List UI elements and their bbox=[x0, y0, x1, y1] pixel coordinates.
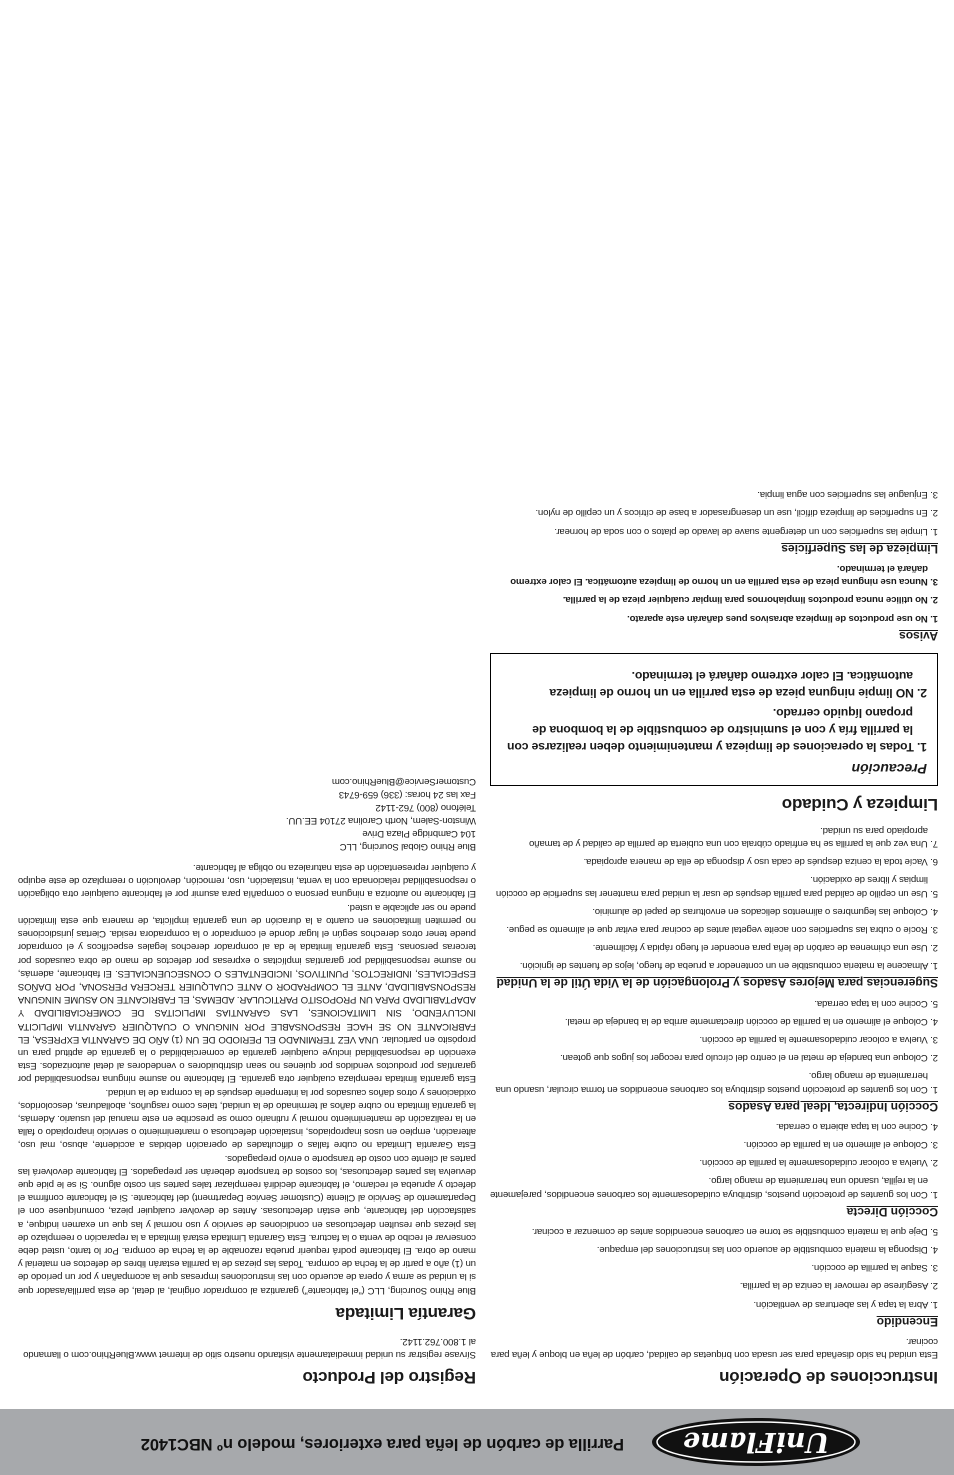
list-item: 1. Almacene la materia combustible en un contenedor a prueba de fuego, lejos de fuentes de ignición. bbox=[519, 960, 938, 972]
list-item: 2. Vuelva a colocar cuidadosamente la parrilla de cocción. bbox=[699, 1157, 938, 1169]
lighting-title: Encendido bbox=[876, 1314, 938, 1329]
warranty-paragraph: Blue Rhino Sourcing, LLC (“el fabricante”) garantiza al comprador original, al detal, de esta parrilla/asador que si la unidad se arma y opera de acuerdo con las instrucciones impresas que la acompañan y por un período de un (1) año a partir de la fecha de compra. Todas las piezas de la parrilla estarán libres de defectos en material y mano de obra. El fabricante podrá requerir prueba razonable de la fecha de compra. Por lo tanto, usted debe conservar el recibo de venta o la factura. Esta Garantía Limitada estará limitada a la reparación o reemplazo de las piezas que resulten defectuosas en condiciones de servicio y uso normal y las que un examen indique, a satisfacción del fabricante, que están defectuosas. Antes de devolver cualquier pieza, comuníquese con el Departamento de Servicio al Cliente (Customer Service Department) del fabricante. Si el fabricante confirma el defecto y aprueba el reclamo, el fabricante decidirá reemplazar tales partes sin costo alguno. Si se le pide que devuelva las partes defectuosas, los costos de transporte deberán ser prepagados. El fabricante devolverá las partes al cliente con costo de transporte o envío prepagados. bbox=[18, 1152, 476, 1296]
surfaces-title: Limpieza de las Superficies bbox=[781, 541, 938, 556]
warranty-title: Garantía Limitada bbox=[335, 1303, 476, 1323]
list-item: 4. Disponga la materia combustible de acuerdo con las instrucciones del empaque. bbox=[596, 1243, 938, 1255]
caution-list bbox=[501, 667, 927, 755]
list-item: 1. Abra la tapa y las aberturas de ventilación. bbox=[753, 1298, 938, 1310]
list-item: 2. En superficies de limpieza difícil, use un desengrasador a base de cítricos y un cepillo de nylon. bbox=[535, 507, 938, 519]
list-item: 4. Cocine con la tapa abierta o cerrada. bbox=[776, 1120, 938, 1132]
tips-list bbox=[490, 824, 938, 973]
list-item: 3. Vuelva a colocar cuidadosamente la parrilla de cocción. bbox=[699, 1033, 938, 1045]
list-item: 2. Coloque una bandeja de metal en el centro del círculo para recoger los jugos que gotean. bbox=[560, 1052, 938, 1064]
warranty-paragraph: Esta Garantía Limitada no cubre fallas o dificultades de operación debidas a accidente, abuso, mal uso, alteración, empleo en usos inapropiados, instalación defectuosa o mantenimiento o servicio inapropiado o falla en la realización de mantenimiento normal y rutinario como se prescribe en este manual del usuario. Además, la garantía limitada no cubre daños al terminado de la unidad, tales como rasguños, abolladuras, descoloridos, oxidaciones y otros daños causados por la intemperie después de la compra de la unidad. bbox=[18, 1086, 476, 1151]
operation-title: Instrucciones de Operación bbox=[719, 1368, 938, 1387]
list-item: 2. Asegúrese de remover la ceniza de la parrilla. bbox=[740, 1280, 938, 1292]
contact-fax: Fax las 24 horas: (336) 659-6743 bbox=[338, 788, 476, 800]
list-item: 6. Vacíe toda la ceniza después de cada uso y disponga de ella de manera apropiada. bbox=[583, 856, 938, 868]
list-item: 3. Nunca use ninguna pieza de esta parrilla en un horno de limpieza automática. El calor extremo dañará el terminado. bbox=[510, 562, 938, 588]
list-item: 2. NO limpie ninguna pieza de esta parrilla en un horno de limpieza automática. El calor extremo dañará el terminado. bbox=[549, 668, 927, 700]
contact-email: CustomerService@BlueRhino.com bbox=[331, 775, 476, 787]
list-item: 1. Con los guantes de protección puestos distribuya los carbones encendidos en forma circular, usando una herramienta de mango largo. bbox=[495, 1070, 938, 1095]
tips-title: Sugerencias para Mejores Asados y Prolongación de la Vida Útil de la Unidad bbox=[496, 976, 938, 991]
operation-intro: Esta unidad ha sido diseñada para ser usada con briquetas de calidad, carbón de leña en bloque y leña para cocinar. bbox=[490, 1335, 938, 1360]
header-banner bbox=[0, 1409, 954, 1475]
lighting-list bbox=[490, 1225, 938, 1311]
contact-address-line: 104 Cambridge Plaza Drive bbox=[362, 827, 476, 839]
list-item: 7. Una vez que la parrilla se ha enfriado cúbrala con una cubierta de parrilla de calidad y de tamaño apropiado para su unidad. bbox=[529, 824, 938, 849]
uniflame-logo bbox=[650, 1417, 862, 1467]
contact-address-line: Winston-Salem, North Carolina 27104 EE.UU. bbox=[286, 814, 476, 826]
direct-cooking-title: Cocción Directa bbox=[846, 1204, 938, 1219]
list-item: 2. Use una chimenea de carbón de leña para encender el fuego rápida y fácilmente. bbox=[592, 942, 938, 954]
warranty-paragraph: Esta garantía limitada reemplaza cualquier otra garantía. El fabricante no asume ninguna responsabilidad por garantías por productos vendidos por quienes no sean distribuidores o vendedores al detal autorizados. Esta exención de responsabilidad incluye cualquier garantía de comerciabilidad o la garantía de aptitud para un propósito en particular. UNA VEZ TERMINADO EL PERIODO DE UN (1) AÑO DE GARANTIA EXPRESA, EL FABRICANTE NO SE HACE RESPONSABLE POR NINGUNA O CUALQUIER GARANTIA IMPLICITA INCLUYENDO, SIN LIMITACIONES, LAS GARANTIAS IMPLICITAS DE COMERCIABILIDAD Y ADAPTABILIDAD PARA UN PROPOSITO PARTICULAR. ADEMAS, EL FABRICANTE NO ASUME NINGUNA RESPONSABILIDAD, ANTE EL COMPRADOR O ANTE CUALQUIER TERCERA PERSONA, POR DAÑOS ESPECIALES, INDIRECTOS, PUNITIVOS, INCIDENTALES O CONSECUENCIALES. El fabricante, además, no asume responsabilidad por garantías implícitas o expresas por defectos de mano de obra causados por terceras personas. Esta garantía limitada le da al comprador derechos legales específicos y el comprador puede tener otros derechos según el lugar donde el comprador o la compradora resida. Ciertas jurisdicciones no permiten limitaciones en cuanto a la duración de una garantía implícita, de manera que esta limitación puede no ser aplicable a usted. bbox=[18, 901, 476, 1085]
warranty-text bbox=[18, 861, 476, 1297]
cleaning-title: Limpieza y Cuidado bbox=[781, 794, 938, 814]
contact-phone: Teléfono (800) 762-1142 bbox=[375, 801, 476, 813]
list-item: 1. No use productos de limpieza abrasivos pues dañarán este aparato. bbox=[627, 612, 938, 624]
registration-column bbox=[18, 775, 476, 1387]
list-item: 3. Enjuague las superficies con agua limpia. bbox=[757, 489, 938, 501]
list-item: 2. No utilice nunca productos limpiahornos para limpiar cualquier pieza de la parrilla. bbox=[562, 594, 938, 606]
contact-block bbox=[18, 775, 476, 853]
contact-company: Blue Rhino Global Sourcing, LLC bbox=[339, 840, 476, 852]
caution-box bbox=[490, 653, 938, 786]
registration-text: Sírvase registrar su unidad inmediatamente visitando nuestro sitio de internet www.BlueRhino.com o llamando al 1.800.762.1142. bbox=[23, 1335, 476, 1360]
warranty-paragraph: El fabricante no autoriza a ninguna persona o compañía para asumir por el fabricante cualquier otra obligación o responsabilidad relacionada con la venta, instalación, uso, remoción, devolución o reemplazo de este equipo y cualquier representación de esta naturaleza no obliga al fabricante. bbox=[18, 862, 476, 900]
list-item: 1. Limpie las superficies con un detergente suave de lavado de platos o con soda de hornear. bbox=[554, 525, 938, 537]
indirect-cooking-list bbox=[490, 996, 938, 1095]
surfaces-list bbox=[490, 488, 938, 538]
operation-column bbox=[490, 482, 938, 1387]
document-title: Parrilla de carbón de leña para exteriores, modelo nº NBC1402 bbox=[140, 1435, 624, 1453]
warnings-list bbox=[490, 562, 938, 625]
list-item: 5. Use un cepillo de calidad para parrilla después de usar la unidad para mantener las superficie de cocción limpias y libres de oxidación. bbox=[496, 874, 938, 899]
caution-title: Precaución bbox=[851, 760, 927, 777]
direct-cooking-list bbox=[490, 1120, 938, 1201]
list-item: 4. Coloque el alimento en la parrilla de cocción directamente arriba de la bandeja de metal. bbox=[565, 1015, 938, 1027]
registration-title: Registro del Producto bbox=[302, 1368, 476, 1387]
indirect-cooking-title: Cocción Indirecta, Ideal para Asados bbox=[728, 1099, 938, 1114]
list-item: 1. Con los guantes de protección puestos, distribuya cuidadosamente los carbones encendidos, parejamente en la rejilla, usando una herramienta de mango largo. bbox=[490, 1175, 938, 1200]
list-item: 5. Deje que la materia combustible se torne en carbones encendidos antes de comenzar a cocinar. bbox=[532, 1225, 938, 1237]
list-item: 5. Cocine con la tapa cerrada. bbox=[814, 997, 938, 1009]
list-item: 4. Coloque las legumbres o alimentos delicados en envolturas de papel de aluminio. bbox=[592, 905, 938, 917]
list-item: 3. Rocíe o cubra las superficies con aceite vegetal antes de cocinar para evitar que el alimento se pegue. bbox=[506, 923, 938, 935]
list-item: 3. Coloque el alimento en la parrilla de cocción. bbox=[743, 1138, 938, 1150]
list-item: 1. Todas la operaciones de limpieza y mantenimiento deben realizarse con la parrilla fría y con el suministro de combustible de la bombona de propano líquido cerrado. bbox=[507, 705, 927, 754]
warnings-title: Avisos bbox=[899, 628, 938, 643]
list-item: 3. Saque la parrilla de cocción. bbox=[811, 1262, 938, 1274]
svg-text:UniFlame: UniFlame bbox=[682, 1426, 830, 1457]
